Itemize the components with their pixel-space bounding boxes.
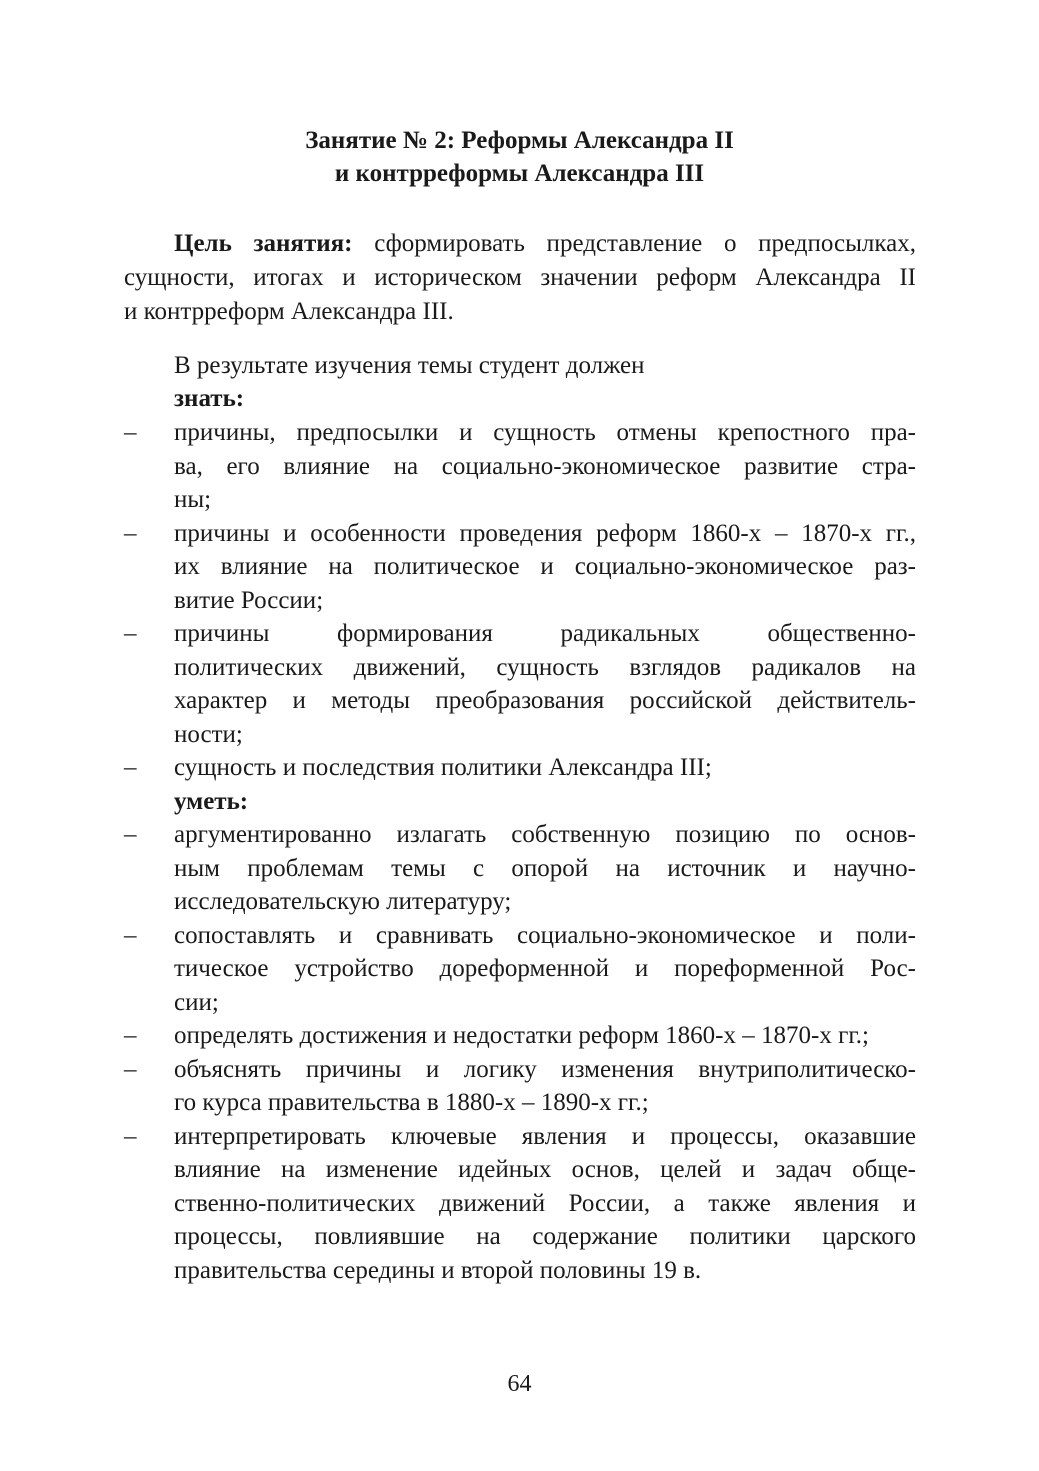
know-item [124, 416, 916, 517]
can-item [124, 1120, 916, 1288]
list-dash: – [124, 821, 137, 848]
list-dash: – [124, 1122, 137, 1150]
goal-text-line-3: и контрреформ Александра III. [124, 298, 454, 325]
list-dash: – [124, 921, 137, 949]
goal-label: Цель занятия: [174, 230, 353, 257]
list-dash: – [124, 419, 137, 446]
can-item-line: тическое устройство дореформенной и пореформенной Рос- [174, 955, 916, 982]
can-item-line: сии; [174, 988, 219, 1016]
can-item [124, 818, 916, 919]
know-item-line: ва, его влияние на социально-экономическое развитие стра- [174, 452, 916, 480]
can-item-line: исследовательскую литературу; [174, 888, 512, 915]
can-item-line: объяснять причины и логику изменения внутриполитическо- [174, 1055, 916, 1083]
page-title [0, 124, 1039, 190]
can-item [124, 1053, 916, 1120]
can-item-line: процессы, повлиявшие на содержание политики царского [174, 1223, 916, 1250]
can-item-line: го курса правительства в 1880-х – 1890-х гг.; [174, 1089, 649, 1116]
can-item-line: ным проблемам темы с опорой на источник и научно- [174, 854, 916, 882]
know-item-line: причины и особенности проведения реформ 1860-х – 1870-х гг., [174, 519, 916, 547]
list-dash: – [124, 1022, 137, 1049]
know-item-line: сущность и последствия политики Александра III; [174, 754, 712, 781]
know-item [124, 617, 916, 751]
goal-text-line-1: сформировать представление о предпосылках, [352, 230, 916, 257]
list-dash: – [124, 1055, 137, 1083]
can-item-line: определять достижения и недостатки реформ 1860-х – 1870-х гг.; [174, 1022, 869, 1049]
know-item-line: ны; [174, 486, 212, 513]
title-line-1: Занятие № 2: Реформы Александра II [305, 127, 734, 154]
lesson-goal [124, 227, 916, 329]
know-item-line: витие России; [174, 586, 324, 614]
title-line-2: и контрреформы Александра III [334, 160, 705, 187]
goal-text-line-2: сущности, итогах и историческом значении реформ Александра II [124, 264, 916, 291]
know-item-line: политических движений, сущность взглядов радикалов на [174, 653, 916, 681]
intro-text: В результате изучения темы студент должен [174, 352, 645, 379]
know-item-line: причины, предпосылки и сущность отмены крепостного пра- [174, 419, 916, 446]
can-item [124, 919, 916, 1020]
can-heading: уметь: [174, 787, 249, 815]
can-item-line: правительства середины и второй половины 19 в. [174, 1256, 702, 1284]
can-item [124, 1019, 916, 1053]
know-item [124, 751, 916, 785]
know-item [124, 517, 916, 618]
can-item-line: ственно-политических движений России, а также явления и [174, 1189, 916, 1217]
know-heading: знать: [174, 385, 245, 412]
page-number: 64 [507, 1371, 532, 1397]
know-item-line: ности; [174, 720, 243, 748]
know-item-line: причины формирования радикальных общественно- [174, 620, 916, 647]
can-item-line: интерпретировать ключевые явления и процессы, оказавшие [174, 1122, 916, 1150]
can-item-line: аргументированно излагать собственную позицию по основ- [174, 821, 916, 848]
know-item-line: характер и методы преобразования российской действитель- [174, 687, 916, 714]
can-item-line: влияние на изменение идейных основ, целей и задач обще- [174, 1156, 916, 1183]
can-item-line: сопоставлять и сравнивать социально-экономическое и поли- [174, 921, 916, 949]
know-item-line: их влияние на политическое и социально-экономическое раз- [174, 553, 916, 580]
list-dash: – [124, 519, 137, 547]
list-dash: – [124, 754, 137, 781]
list-dash: – [124, 620, 137, 647]
